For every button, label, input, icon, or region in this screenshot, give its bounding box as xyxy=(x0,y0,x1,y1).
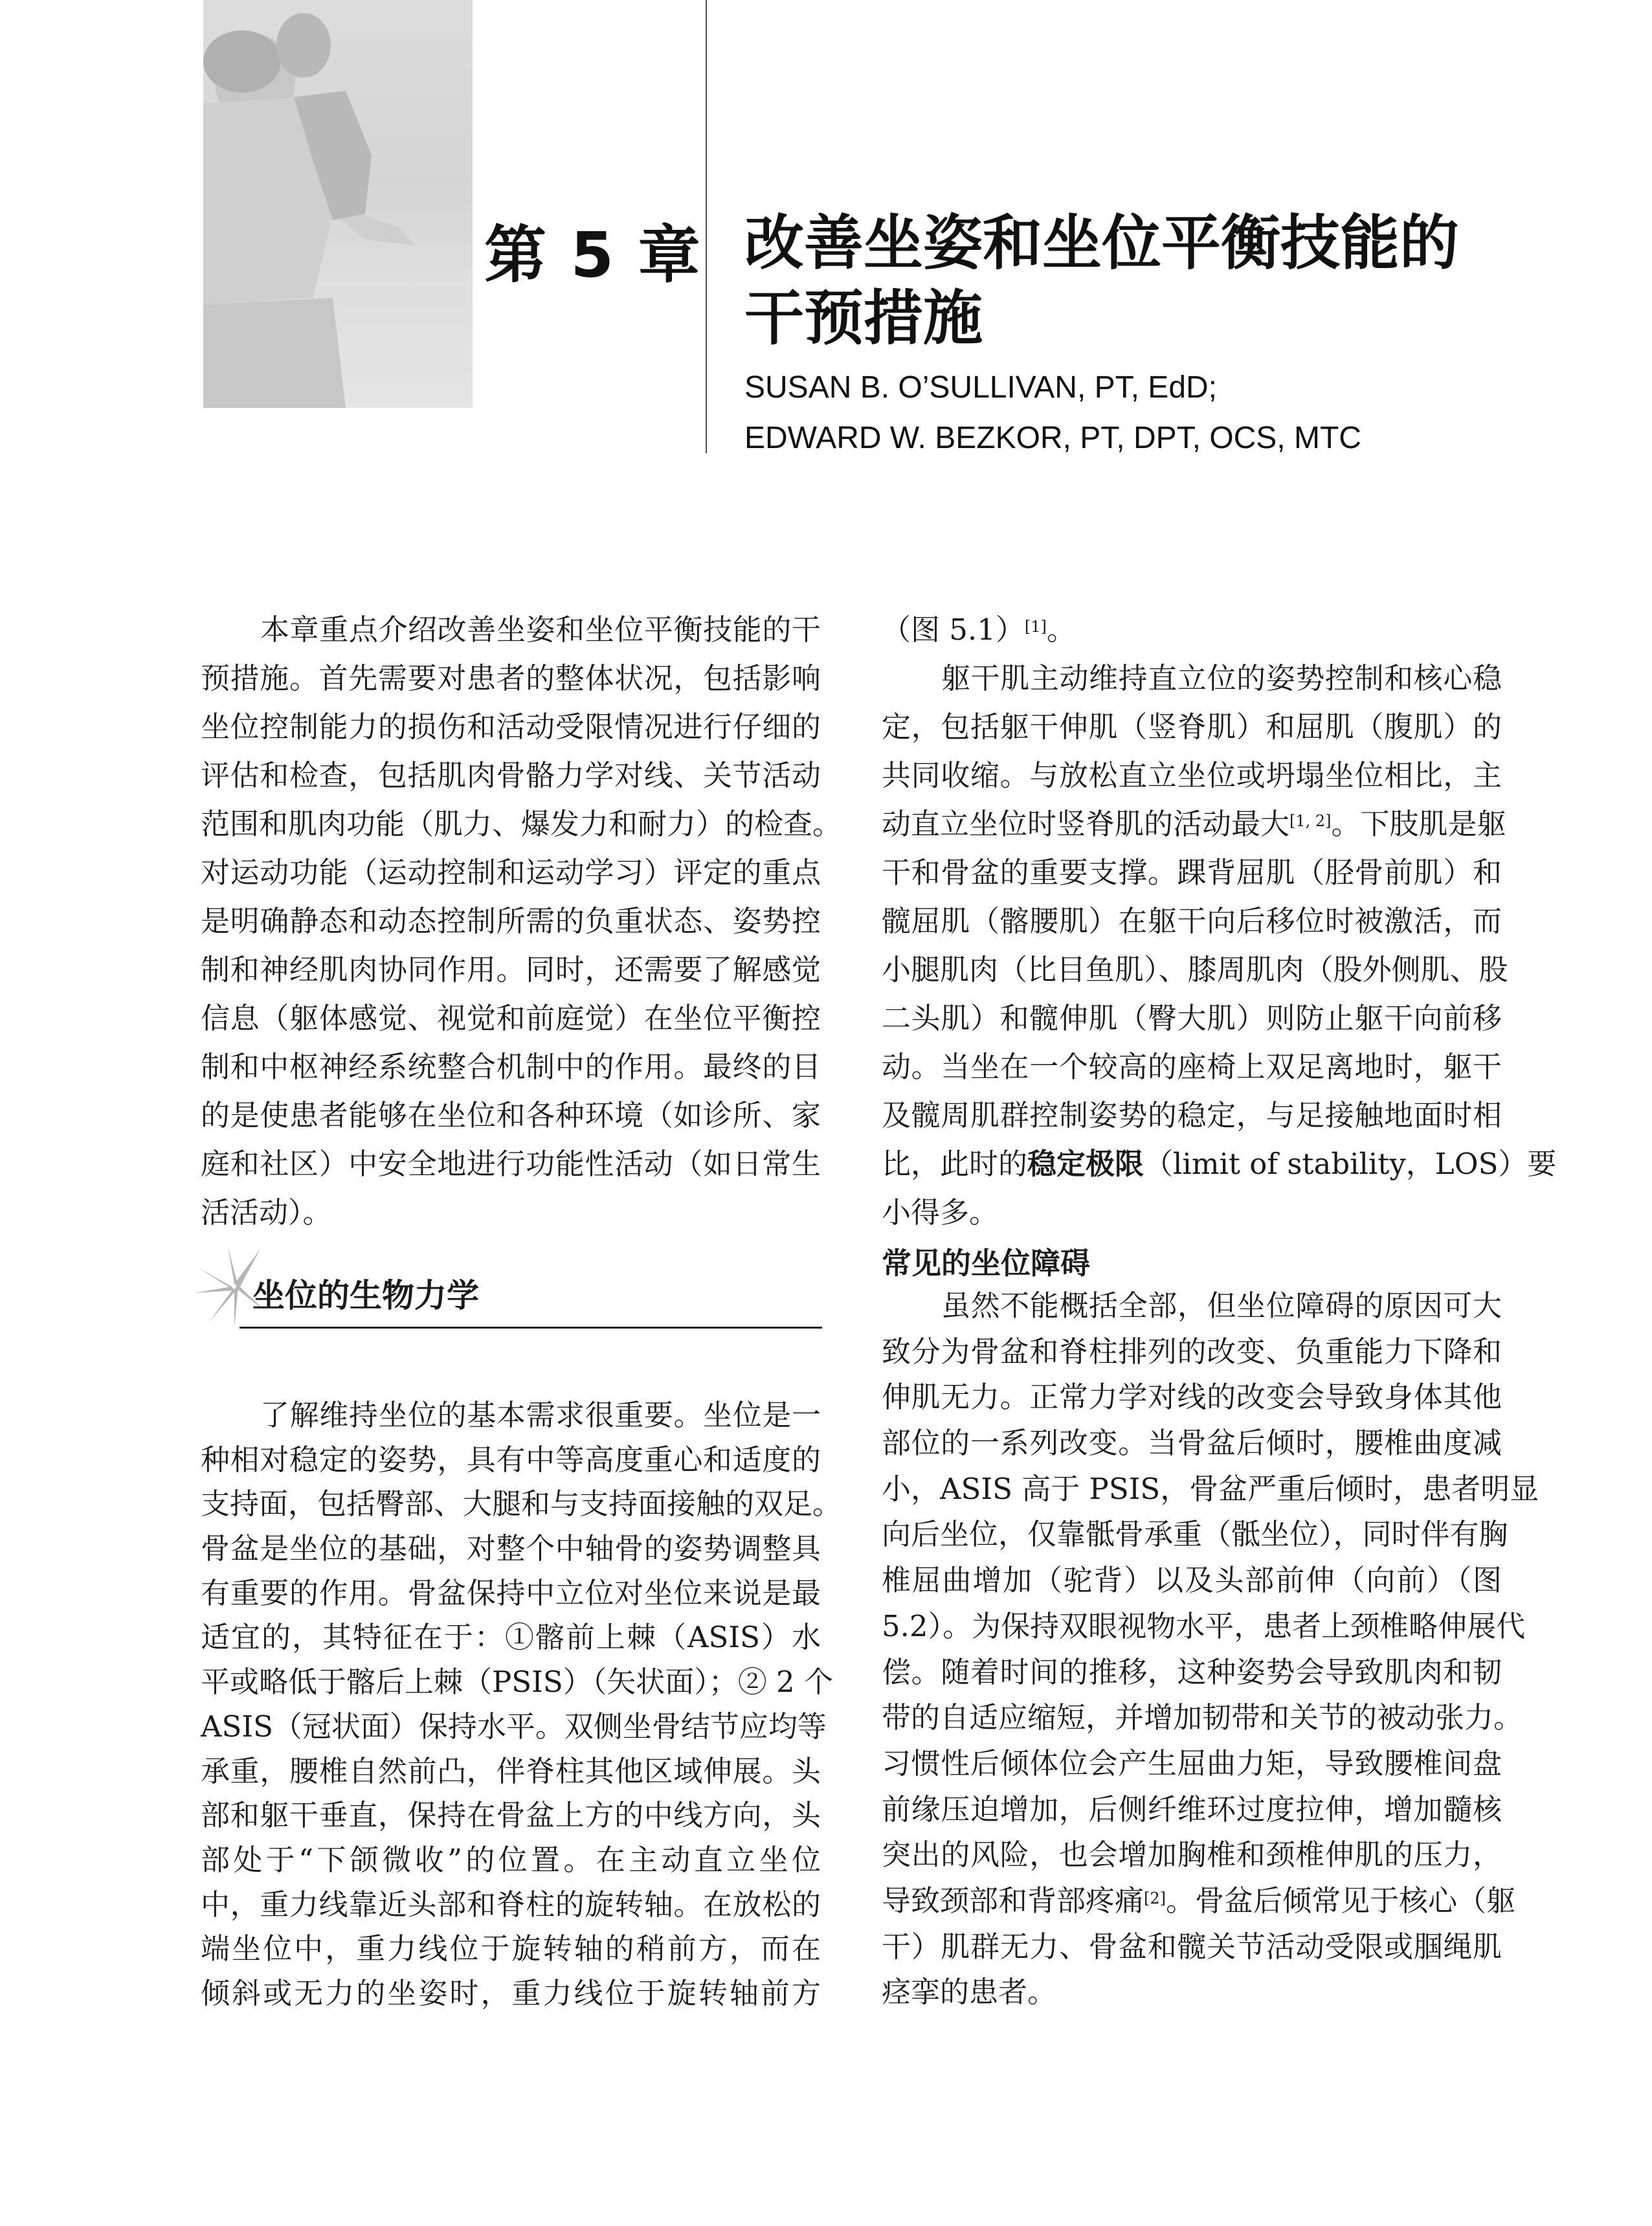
impairment-paragraph xyxy=(882,1283,1539,2016)
text-segment: 制和神经肌肉协同作用。同时，还需要了解感觉 xyxy=(201,952,821,987)
text-segment: 5.2）。为保持双眼视物水平，患者上颈椎略伸展代 xyxy=(882,1608,1526,1643)
text-line xyxy=(882,1140,1557,1188)
text-segment: 向后坐位，仅靠骶骨承重（骶坐位），同时伴有胸 xyxy=(882,1517,1508,1552)
continuation-paragraph xyxy=(882,605,1502,654)
bold-term: 稳定极限 xyxy=(1027,1147,1144,1181)
text-line xyxy=(882,1741,1502,1787)
text-segment: 突出的风险，也会增加胸椎和颈椎伸肌的压力， xyxy=(882,1838,1502,1872)
text-line xyxy=(201,945,821,994)
text-segment: 骨盆是坐位的基础，对整个中轴骨的姿势调整具 xyxy=(201,1531,821,1566)
text-segment: 干）肌群无力、骨盆和髋关节活动受限或腘绳肌 xyxy=(882,1929,1502,1964)
text-line xyxy=(882,897,1502,945)
text-line xyxy=(882,1970,1502,2016)
text-line xyxy=(882,1787,1502,1833)
text-line xyxy=(882,848,1502,897)
text-line xyxy=(882,1695,1523,1741)
text-line xyxy=(882,703,1502,751)
text-segment: 干和骨盆的重要支撑。踝背屈肌（胫骨前肌）和 xyxy=(882,855,1502,890)
text-segment: 是明确静态和动态控制所需的负重状态、姿势控 xyxy=(201,904,821,938)
text-line xyxy=(201,703,821,751)
text-segment: 中，重力线靠近头部和脊柱的旋转轴。在放松的 xyxy=(201,1887,821,1922)
text-segment: 活活动）。 xyxy=(201,1195,332,1230)
text-segment: 预措施。首先需要对患者的整体状况，包括影响 xyxy=(201,661,821,695)
text-line xyxy=(201,1042,821,1091)
text-segment: 有重要的作用。骨盆保持中立位对坐位来说是最 xyxy=(201,1575,821,1610)
text-segment: 动。当坐在一个较高的座椅上双足离地时，躯干 xyxy=(882,1050,1502,1084)
text-segment: （图 5.1） xyxy=(882,613,1025,647)
text-line xyxy=(882,945,1508,994)
text-segment: 部处于“下颌微收”的位置。在主动直立坐位 xyxy=(201,1842,821,1877)
text-line xyxy=(882,800,1506,848)
text-line xyxy=(882,1421,1502,1467)
chapter-cover-photo xyxy=(203,0,473,408)
text-segment: 支持面，包括臀部、大腿和与支持面接触的双足。 xyxy=(201,1487,842,1522)
text-line xyxy=(201,1972,821,2016)
text-line xyxy=(201,1527,821,1571)
text-line xyxy=(882,1650,1502,1696)
text-line xyxy=(201,1793,821,1838)
text-segment: 小得多。 xyxy=(882,1195,999,1230)
text-segment: 部和躯干垂直，保持在骨盆上方的中线方向，头 xyxy=(201,1798,821,1833)
text-line xyxy=(201,1091,821,1140)
chapter-title-line: 干预措施 xyxy=(744,284,983,353)
text-line xyxy=(201,800,842,848)
text-line xyxy=(882,1604,1526,1650)
text-line xyxy=(201,605,821,654)
text-segment: 躯干肌主动维持直立位的姿势控制和核心稳 xyxy=(941,661,1502,695)
trunk-muscle-paragraph xyxy=(882,654,1557,1237)
chapter-title-line: 改善坐姿和坐位平衡技能的 xyxy=(744,208,1460,278)
text-segment: 习惯性后倾体位会产生屈曲力矩，导致腰椎间盘 xyxy=(882,1746,1502,1781)
text-line xyxy=(201,1838,821,1883)
text-segment: 端坐位中，重力线位于旋转轴的稍前方，而在 xyxy=(201,1931,821,1966)
text-line xyxy=(882,1188,1502,1237)
header-divider xyxy=(706,0,707,453)
text-segment: 。 xyxy=(1046,613,1076,647)
text-segment: 及髋周肌群控制姿势的稳定，与足接触地面时相 xyxy=(882,1098,1502,1132)
text-segment: 带的自适应缩短，并增加韧带和关节的被动张力。 xyxy=(882,1700,1523,1735)
citation-ref: [2] xyxy=(1144,1889,1166,1907)
text-line xyxy=(201,1140,821,1188)
text-line xyxy=(201,751,821,800)
text-line xyxy=(882,1283,1502,1329)
section-rule xyxy=(240,1327,822,1329)
text-segment: 种相对稳定的姿势，具有中等高度重心和适度的 xyxy=(201,1442,821,1477)
text-segment: 前缘压迫增加，后侧纤维环过度拉伸，增加髓核 xyxy=(882,1792,1502,1827)
text-line xyxy=(201,848,821,897)
text-segment: 椎屈曲增加（驼背）以及头部前伸（向前）（图 xyxy=(882,1563,1502,1598)
section-heading xyxy=(194,1246,822,1328)
text-segment: 比，此时的 xyxy=(882,1147,1028,1181)
text-line xyxy=(201,897,821,945)
text-line xyxy=(882,751,1502,800)
text-segment: 。下肢肌是躯 xyxy=(1331,807,1506,841)
text-line xyxy=(882,1467,1539,1512)
text-segment: 承重，腰椎自然前凸，伴脊柱其他区域伸展。头 xyxy=(201,1753,821,1788)
text-line xyxy=(882,1091,1502,1140)
text-line xyxy=(882,1512,1508,1558)
text-segment: 痉挛的患者。 xyxy=(882,1975,1057,2010)
text-segment: 了解维持坐位的基本需求很重要。坐位是一 xyxy=(260,1398,821,1432)
text-segment: 。骨盆后倾常见于核心（躯 xyxy=(1166,1883,1516,1918)
text-line xyxy=(201,1883,821,1928)
text-segment: 共同收缩。与放松直立坐位或坍塌坐位相比，主 xyxy=(882,758,1502,793)
text-line xyxy=(882,605,1502,654)
text-segment: 致分为骨盆和脊柱排列的改变、负重能力下降和 xyxy=(882,1334,1502,1369)
chapter-title xyxy=(744,206,1521,356)
citation-ref: [1, 2] xyxy=(1289,812,1332,830)
author-line: EDWARD W. BEZKOR, PT, DPT, OCS, MTC xyxy=(744,421,1361,455)
text-line xyxy=(201,1749,821,1794)
text-line xyxy=(201,1482,842,1527)
text-line xyxy=(201,1705,827,1749)
citation-ref: [1] xyxy=(1024,618,1047,636)
text-line xyxy=(201,1393,821,1438)
biomechanics-paragraph xyxy=(201,1393,842,2016)
subheading: 常见的坐位障碍 xyxy=(882,1246,1090,1281)
text-segment: 适宜的，其特征在于：①髂前上棘（ASIS）水 xyxy=(201,1620,821,1655)
text-line xyxy=(882,1832,1502,1878)
chapter-authors xyxy=(744,363,1361,464)
text-segment: 信息（躯体感觉、视觉和前庭觉）在坐位平衡控 xyxy=(201,1001,821,1035)
text-line xyxy=(882,654,1502,703)
text-segment: 导致颈部和背部疼痛 xyxy=(882,1883,1144,1918)
text-segment: 小，ASIS 高于 PSIS，骨盆严重后倾时，患者明显 xyxy=(882,1471,1539,1506)
text-line xyxy=(882,1329,1502,1375)
text-line xyxy=(882,1042,1502,1091)
text-line xyxy=(882,1924,1502,1970)
text-segment: 小腿肌肉（比目鱼肌）、膝周肌肉（股外侧肌、股 xyxy=(882,952,1508,987)
text-segment: 二头肌）和髋伸肌（臀大肌）则防止躯干向前移 xyxy=(882,1001,1502,1035)
text-line xyxy=(882,1375,1502,1421)
chapter-number: 第 5 章 xyxy=(484,219,702,291)
text-segment: 庭和社区）中安全地进行功能性活动（如日常生 xyxy=(201,1147,821,1181)
text-segment: 倾斜或无力的坐姿时，重力线位于旋转轴前方 xyxy=(201,1975,821,2010)
text-segment: 的是使患者能够在坐位和各种环境（如诊所、家 xyxy=(201,1098,821,1132)
text-line xyxy=(201,1438,821,1483)
text-segment: 评估和检查，包括肌肉骨骼力学对线、关节活动 xyxy=(201,758,821,793)
text-segment: 坐位控制能力的损伤和活动受限情况进行仔细的 xyxy=(201,710,821,744)
text-line xyxy=(882,1558,1502,1604)
text-segment: 伸肌无力。正常力学对线的改变会导致身体其他 xyxy=(882,1380,1502,1415)
text-segment: ASIS（冠状面）保持水平。双侧坐骨结节应均等 xyxy=(201,1709,827,1744)
text-segment: 部位的一系列改变。当骨盆后倾时，腰椎曲度减 xyxy=(882,1426,1502,1461)
text-line xyxy=(882,1878,1516,1924)
text-segment: 制和中枢神经系统整合机制中的作用。最终的目 xyxy=(201,1050,821,1084)
text-segment: 动直立坐位时竖脊肌的活动最大 xyxy=(882,807,1290,841)
section-heading-text: 坐位的生物力学 xyxy=(252,1277,479,1314)
text-line xyxy=(201,1660,833,1705)
text-line xyxy=(201,1571,821,1616)
text-segment: 髋屈肌（髂腰肌）在躯干向后移位时被激活，而 xyxy=(882,904,1502,938)
text-line xyxy=(201,1188,821,1237)
author-line: SUSAN B. O’SULLIVAN, PT, EdD; xyxy=(744,370,1218,405)
text-segment: 平或略低于髂后上棘（PSIS）（矢状面）；② 2 个 xyxy=(201,1665,833,1700)
text-line xyxy=(201,654,821,703)
text-segment: 对运动功能（运动控制和运动学习）评定的重点 xyxy=(201,855,821,890)
text-line xyxy=(201,994,821,1042)
text-line xyxy=(201,1927,821,1972)
intro-paragraph xyxy=(201,605,842,1237)
text-line xyxy=(201,1615,821,1660)
text-segment: 偿。随着时间的推移，这种姿势会导致肌肉和韧 xyxy=(882,1654,1502,1689)
text-segment: （limit of stability，LOS）要 xyxy=(1144,1147,1557,1181)
text-segment: 范围和肌肉功能（肌力、爆发力和耐力）的检查。 xyxy=(201,807,842,841)
text-segment: 本章重点介绍改善坐姿和坐位平衡技能的干 xyxy=(260,613,821,647)
text-segment: 虽然不能概括全部，但坐位障碍的原因可大 xyxy=(941,1288,1502,1323)
text-line xyxy=(882,994,1502,1042)
text-segment: 定，包括躯干伸肌（竖脊肌）和屈肌（腹肌）的 xyxy=(882,710,1502,744)
